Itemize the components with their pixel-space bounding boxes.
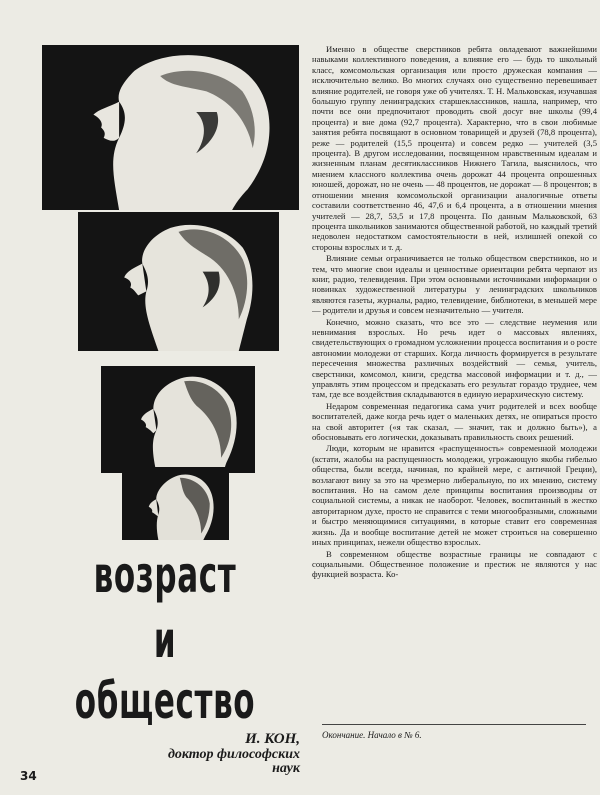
paragraph: В современном обществе возрастные границы не совпадают с социальными. Общественное положение и престиж не являются у нас функцией возраста. Ко- [312, 548, 597, 580]
title-line-2: и [153, 611, 177, 669]
paragraph: Влияние семьи ограничивается не только обществом сверстников, но и тем, что многие свои идеалы и ценностные ориентации ребята черпают из книг, радио, телевидения. При этом основными источниками информации о новинках художественной литературы у ленинградских школьников являются газеты, журналы, радио, телевидение, библиотеки, в меньшей мере — родители и друзья и совсем незначительно — учителя. [312, 253, 597, 316]
paragraph: Конечно, можно сказать, что все это — следствие неумения или невнимания взрослых. Но речь идет о массовых явлениях, свидетельствующих о громадном усложнении процесса воспитания и о росте автономии молодежи от старших. Когда личность формируется в результате пересечения множества различных воздействий — семья, учитель, сверстники, комсомол, книги, средства массовой информации и т. д., — управлять этим процессом и предсказать его результат гораздо труднее, чем там, где все воздействия складываются в единую иерархическую систему. [312, 316, 597, 400]
profile-photo-smallest [122, 467, 229, 540]
footnote-divider [322, 724, 586, 725]
title-line-1: возраст [93, 546, 237, 604]
paragraph: Люди, которым не нравится «распущенность» современной молодежи (кстати, жалобы на распущенность молодежи, угрожающую якобы гибелью общества, были всегда, начиная, по крайней мере, с античной Греции), возлагают вину за это на чрезмерно либеральную, по их мнению, систему воспитания. Но на самом деле принципы воспитания производны от социальной системы, а никак не наоборот. Человек, воспитанный в жестко авторитарном духе, просто не справится с теми многообразными, сложными и быстро меняющимися ситуациями, в которые ставит его современная жизнь. Да и вообще воспитание детей не может строиться на совершенно иных принципах, нежели общество взрослых. [312, 443, 597, 548]
footnote: Окончание. Начало в № 6. [322, 730, 422, 740]
profile-photo-medium [78, 212, 279, 351]
profile-photo-large [42, 45, 299, 210]
paragraph: Именно в обществе сверстников ребята овладевают важнейшими навыками коллективного поведения, а влияние его — будь то школьный класс, комсомольская организация или просто дружеская компания — исключительно велико. Во многих случаях оно существенно перевешивает влияние родителей, не говоря уже об учителях. Т. Н. Мальковская, изучавшая большую группу ленинградских старшеклассников, нашла, например, что почти все они предпочитают проводить свой досуг вне школы (99,4 процента) и вне дома (92,7 процента). Характерно, что в свои любимые занятия ребята посвящают в основном товарищей и друзей (78,8 процента), реже — родителей (15,5 процента) и совсем редко — учителей (3,5 процента). В другом исследовании, посвященном нравственным идеалам и жизненным планам десятиклассников Нижнего Тагила, выяснилось, что мнением классного коллектива очень дорожат 44 процента опрошенных юношей, дорожат, но не очень — 48 процентов, не дорожат — 8 процентов; в отношении мнения комсомольской организации аналогичные ответы составили соответственно 46, 47,6 и 6,4 процента, а в отношении мнения учителей — 28,7, 53,5 и 17,8 процента. По данным Мальковской, 63 процента школьников занимаются общественной работой, но каждый третий недоволен недостатком самостоятельности в ней, излишней опекой со стороны взрослых и т. д. [312, 44, 597, 252]
article-text-column [312, 44, 597, 724]
title-line-3: общество [74, 672, 256, 730]
author-block [140, 732, 300, 777]
author-title: доктор философских наук [167, 746, 300, 777]
paragraph: Недаром современная педагогика сама учит родителей и всех вообще воспитателей, даже когда речь идет о маленьких детях, не опираться просто на свой авторитет («я так сказал, — значит, так и должно быть»), а обосновывать его логически, доказывать правильность своих решений. [312, 400, 597, 443]
author-name: И. КОН, [245, 731, 300, 747]
profile-photo-small [101, 366, 255, 473]
page-number: 34 [20, 769, 37, 783]
